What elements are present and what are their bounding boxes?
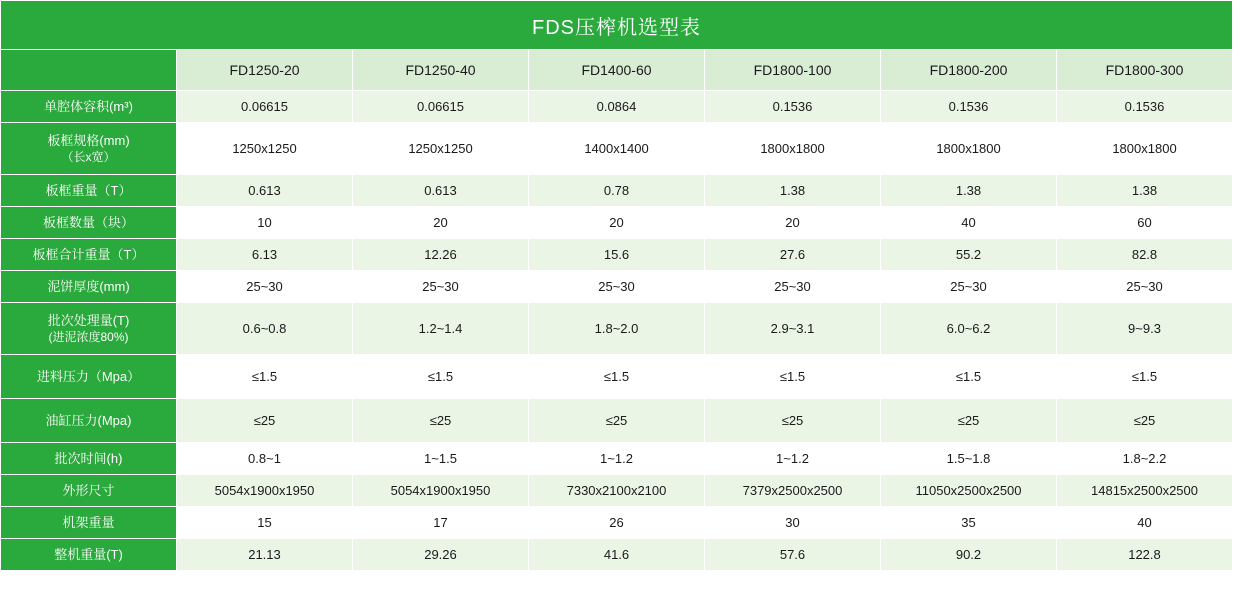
- cell-value: 0.1536: [881, 91, 1057, 123]
- cell-value: 25~30: [353, 271, 529, 303]
- cell-value: ≤1.5: [177, 355, 353, 399]
- cell-value: 1.8~2.0: [529, 303, 705, 355]
- cell-value: 15.6: [529, 239, 705, 271]
- table-row: [1, 239, 1233, 271]
- cell-value: ≤25: [881, 399, 1057, 443]
- cell-value: ≤25: [529, 399, 705, 443]
- cell-value: 40: [881, 207, 1057, 239]
- cell-value: 1250x1250: [353, 123, 529, 175]
- cell-value: 0.8~1: [177, 443, 353, 475]
- cell-value: 2.9~3.1: [705, 303, 881, 355]
- cell-value: 1250x1250: [177, 123, 353, 175]
- cell-value: 1~1.5: [353, 443, 529, 475]
- cell-value: 57.6: [705, 539, 881, 571]
- cell-value: 30: [705, 507, 881, 539]
- row-label: 机架重量: [1, 507, 177, 539]
- row-label-sub: （长x宽）: [61, 150, 116, 165]
- row-label: 泥饼厚度(mm): [1, 271, 177, 303]
- row-label: 整机重量(T): [1, 539, 177, 571]
- cell-value: 21.13: [177, 539, 353, 571]
- cell-value: 60: [1057, 207, 1233, 239]
- cell-value: ≤25: [353, 399, 529, 443]
- cell-value: 0.0864: [529, 91, 705, 123]
- cell-value: 0.78: [529, 175, 705, 207]
- cell-value: 82.8: [1057, 239, 1233, 271]
- table-row: [1, 303, 1233, 355]
- cell-value: 25~30: [705, 271, 881, 303]
- row-label: 板框重量（T）: [1, 175, 177, 207]
- table-row: [1, 443, 1233, 475]
- cell-value: 7379x2500x2500: [705, 475, 881, 507]
- column-header-model-6: FD1800-300: [1057, 50, 1233, 91]
- cell-value: 1~1.2: [529, 443, 705, 475]
- cell-value: 1400x1400: [529, 123, 705, 175]
- cell-value: 14815x2500x2500: [1057, 475, 1233, 507]
- table-header-row: [1, 50, 1233, 91]
- table-row: [1, 175, 1233, 207]
- cell-value: ≤1.5: [353, 355, 529, 399]
- row-label: 板框合计重量（T）: [1, 239, 177, 271]
- cell-value: 122.8: [1057, 539, 1233, 571]
- cell-value: 1.2~1.4: [353, 303, 529, 355]
- cell-value: 5054x1900x1950: [177, 475, 353, 507]
- cell-value: 27.6: [705, 239, 881, 271]
- cell-value: 1~1.2: [705, 443, 881, 475]
- table-row: [1, 399, 1233, 443]
- cell-value: 15: [177, 507, 353, 539]
- column-header-model-2: FD1250-40: [353, 50, 529, 91]
- table-row: [1, 355, 1233, 399]
- cell-value: 0.613: [353, 175, 529, 207]
- cell-value: 11050x2500x2500: [881, 475, 1057, 507]
- cell-value: 40: [1057, 507, 1233, 539]
- row-label: 板框数量（块）: [1, 207, 177, 239]
- cell-value: ≤1.5: [705, 355, 881, 399]
- cell-value: 9~9.3: [1057, 303, 1233, 355]
- cell-value: ≤25: [177, 399, 353, 443]
- cell-value: 55.2: [881, 239, 1057, 271]
- cell-value: 90.2: [881, 539, 1057, 571]
- cell-value: 1.5~1.8: [881, 443, 1057, 475]
- row-label: 单腔体容积(m³): [1, 91, 177, 123]
- cell-value: 1800x1800: [705, 123, 881, 175]
- table-row: [1, 475, 1233, 507]
- page-title: FDS压榨机选型表: [1, 1, 1233, 50]
- cell-value: 12.26: [353, 239, 529, 271]
- cell-value: 35: [881, 507, 1057, 539]
- cell-value: 20: [353, 207, 529, 239]
- row-label: 进料压力（Mpa）: [1, 355, 177, 399]
- cell-value: 26: [529, 507, 705, 539]
- cell-value: 10: [177, 207, 353, 239]
- cell-value: 25~30: [529, 271, 705, 303]
- column-header-model-1: FD1250-20: [177, 50, 353, 91]
- table-row: [1, 539, 1233, 571]
- row-label: [1, 123, 177, 175]
- cell-value: 25~30: [881, 271, 1057, 303]
- cell-value: 1800x1800: [881, 123, 1057, 175]
- cell-value: 0.06615: [177, 91, 353, 123]
- cell-value: 0.1536: [1057, 91, 1233, 123]
- cell-value: 0.06615: [353, 91, 529, 123]
- table-row: [1, 123, 1233, 175]
- column-header-model-5: FD1800-200: [881, 50, 1057, 91]
- cell-value: ≤1.5: [1057, 355, 1233, 399]
- row-label: 油缸压力(Mpa): [1, 399, 177, 443]
- row-label: [1, 303, 177, 355]
- cell-value: 0.6~0.8: [177, 303, 353, 355]
- table-title-row: [1, 1, 1233, 50]
- cell-value: ≤1.5: [529, 355, 705, 399]
- table-row: [1, 91, 1233, 123]
- cell-value: 41.6: [529, 539, 705, 571]
- cell-value: 1.38: [705, 175, 881, 207]
- cell-value: 17: [353, 507, 529, 539]
- cell-value: 25~30: [177, 271, 353, 303]
- table-row: [1, 207, 1233, 239]
- cell-value: 5054x1900x1950: [353, 475, 529, 507]
- cell-value: 20: [529, 207, 705, 239]
- cell-value: 25~30: [1057, 271, 1233, 303]
- cell-value: 0.613: [177, 175, 353, 207]
- table-row: [1, 507, 1233, 539]
- cell-value: ≤1.5: [881, 355, 1057, 399]
- cell-value: 6.13: [177, 239, 353, 271]
- cell-value: 7330x2100x2100: [529, 475, 705, 507]
- row-label-sub: (进泥浓度80%): [48, 330, 129, 345]
- row-label-main: 批次处理量(T): [47, 312, 130, 328]
- cell-value: 1.8~2.2: [1057, 443, 1233, 475]
- cell-value: 0.1536: [705, 91, 881, 123]
- cell-value: ≤25: [705, 399, 881, 443]
- cell-value: ≤25: [1057, 399, 1233, 443]
- cell-value: 1800x1800: [1057, 123, 1233, 175]
- cell-value: 1.38: [881, 175, 1057, 207]
- cell-value: 6.0~6.2: [881, 303, 1057, 355]
- row-label: 批次时间(h): [1, 443, 177, 475]
- cell-value: 20: [705, 207, 881, 239]
- column-header-model-3: FD1400-60: [529, 50, 705, 91]
- cell-value: 29.26: [353, 539, 529, 571]
- table-row: [1, 271, 1233, 303]
- row-label-main: 板框规格(mm): [47, 132, 130, 148]
- row-label: 外形尺寸: [1, 475, 177, 507]
- column-header-model-4: FD1800-100: [705, 50, 881, 91]
- header-corner-cell: [1, 50, 177, 91]
- cell-value: 1.38: [1057, 175, 1233, 207]
